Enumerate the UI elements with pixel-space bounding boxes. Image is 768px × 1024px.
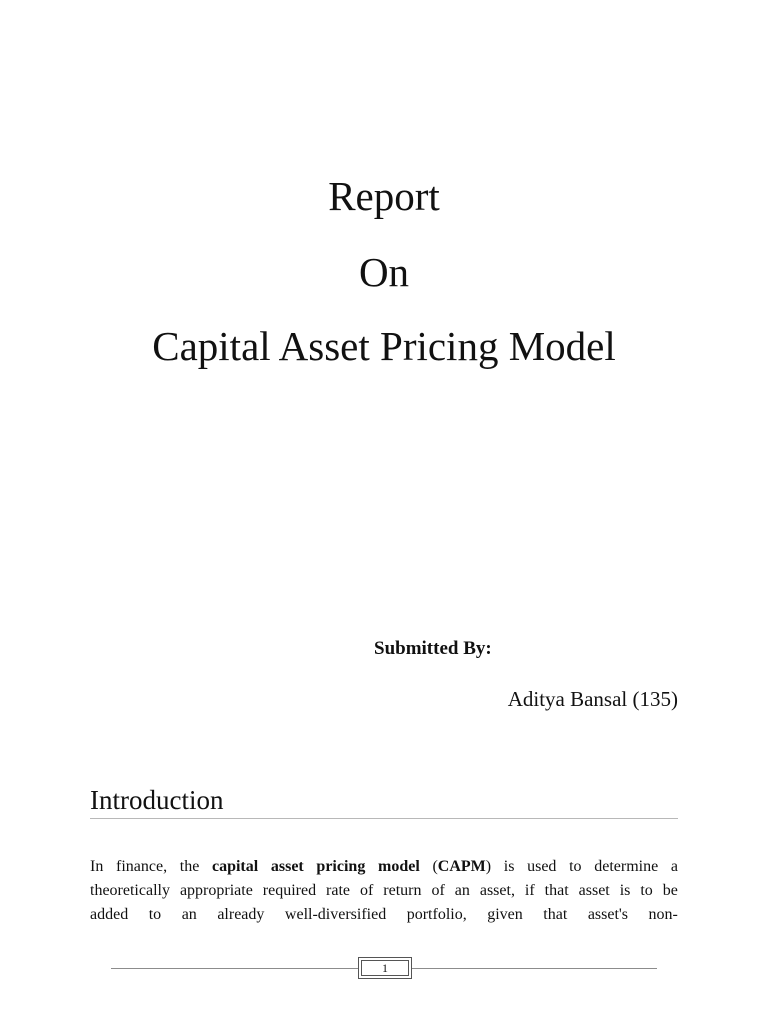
paragraph-line — [90, 903, 678, 927]
paragraph-word — [663, 879, 678, 903]
paragraph-word — [594, 855, 658, 879]
text-run: portfolio, — [406, 906, 467, 923]
paragraph-word — [383, 879, 421, 903]
paragraph-word — [90, 903, 128, 927]
paragraph-word — [90, 879, 170, 903]
text-run: is — [619, 882, 631, 899]
paragraph-word — [487, 903, 523, 927]
text-run: to — [640, 882, 653, 899]
text-run: ( — [432, 858, 438, 875]
text-run: finance, — [116, 858, 168, 875]
paragraph-word — [378, 855, 420, 879]
paragraph-word — [217, 903, 264, 927]
text-run: asset's — [587, 906, 629, 923]
text-run: added — [90, 906, 129, 923]
paragraph-word — [116, 855, 167, 879]
text-run: already — [217, 906, 265, 923]
paragraph-word — [90, 855, 103, 879]
paragraph-word — [527, 855, 556, 879]
text-run: that — [544, 882, 569, 899]
text-run: appropriate — [179, 882, 253, 899]
paragraph-word — [455, 879, 470, 903]
paragraph-line — [90, 855, 678, 879]
paragraph-word — [649, 903, 678, 927]
paragraph-word — [271, 855, 304, 879]
paragraph-word — [316, 855, 365, 879]
text-run: if — [524, 882, 535, 899]
paragraph-word — [360, 879, 373, 903]
text-run: the — [179, 858, 200, 875]
text-run: In — [90, 858, 104, 875]
section-heading-introduction: Introduction — [90, 785, 224, 815]
text-run: an — [181, 906, 197, 923]
paragraph-word — [480, 879, 515, 903]
title-line-subject: Capital Asset Pricing Model — [152, 323, 616, 369]
text-run: used — [527, 858, 557, 875]
text-run: of — [360, 882, 374, 899]
paragraph-word — [263, 879, 316, 903]
text-run: return — [383, 882, 422, 899]
paragraph-word — [588, 903, 628, 927]
paragraph-word — [212, 855, 258, 879]
paragraph-word — [620, 879, 631, 903]
paragraph-word — [671, 855, 678, 879]
paragraph-word — [180, 879, 253, 903]
paragraph-word — [285, 903, 386, 927]
text-run: to — [148, 906, 162, 923]
text-run: asset, — [479, 882, 515, 899]
text-run: determine — [594, 858, 659, 875]
introduction-paragraph — [90, 855, 678, 927]
paragraph-word — [431, 879, 444, 903]
author-name: Aditya Bansal (135) — [507, 687, 678, 711]
paragraph-line — [90, 879, 678, 903]
heading-underline — [90, 818, 678, 819]
text-run: be — [662, 882, 678, 899]
paragraph-word — [543, 903, 567, 927]
page-number: 1 — [358, 957, 412, 979]
title-line-report: Report — [328, 173, 440, 219]
paragraph-word — [569, 855, 581, 879]
text-run: well-diversified — [284, 906, 387, 923]
bold-term: model — [377, 858, 420, 875]
paragraph-word — [640, 879, 652, 903]
text-run: asset — [578, 882, 610, 899]
paragraph-word — [525, 879, 535, 903]
paragraph-word — [407, 903, 467, 927]
text-run: rate — [326, 882, 351, 899]
text-run: non- — [648, 906, 678, 923]
paragraph-word — [149, 903, 161, 927]
text-run: theoretically — [90, 882, 170, 899]
text-run: that — [543, 906, 568, 923]
bold-term: pricing — [316, 858, 366, 875]
paragraph-word — [545, 879, 569, 903]
paragraph-word — [182, 903, 197, 927]
text-run: required — [262, 882, 317, 899]
bold-term: capital — [211, 858, 259, 875]
text-run: a — [670, 858, 678, 875]
bold-term: asset — [270, 858, 304, 875]
title-line-on: On — [358, 249, 410, 295]
bold-term: CAPM — [437, 858, 486, 875]
text-run: ) — [485, 858, 492, 875]
submitted-by-label: Submitted By: — [374, 638, 492, 659]
paragraph-word — [504, 855, 515, 879]
paragraph-word — [180, 855, 200, 879]
paragraph-word — [579, 879, 610, 903]
paragraph-word — [432, 855, 491, 879]
text-run: given — [487, 906, 523, 923]
paragraph-word — [326, 879, 350, 903]
text-run: of — [431, 882, 445, 899]
text-run: to — [569, 858, 582, 875]
text-run: is — [503, 858, 515, 875]
text-run: an — [454, 882, 470, 899]
